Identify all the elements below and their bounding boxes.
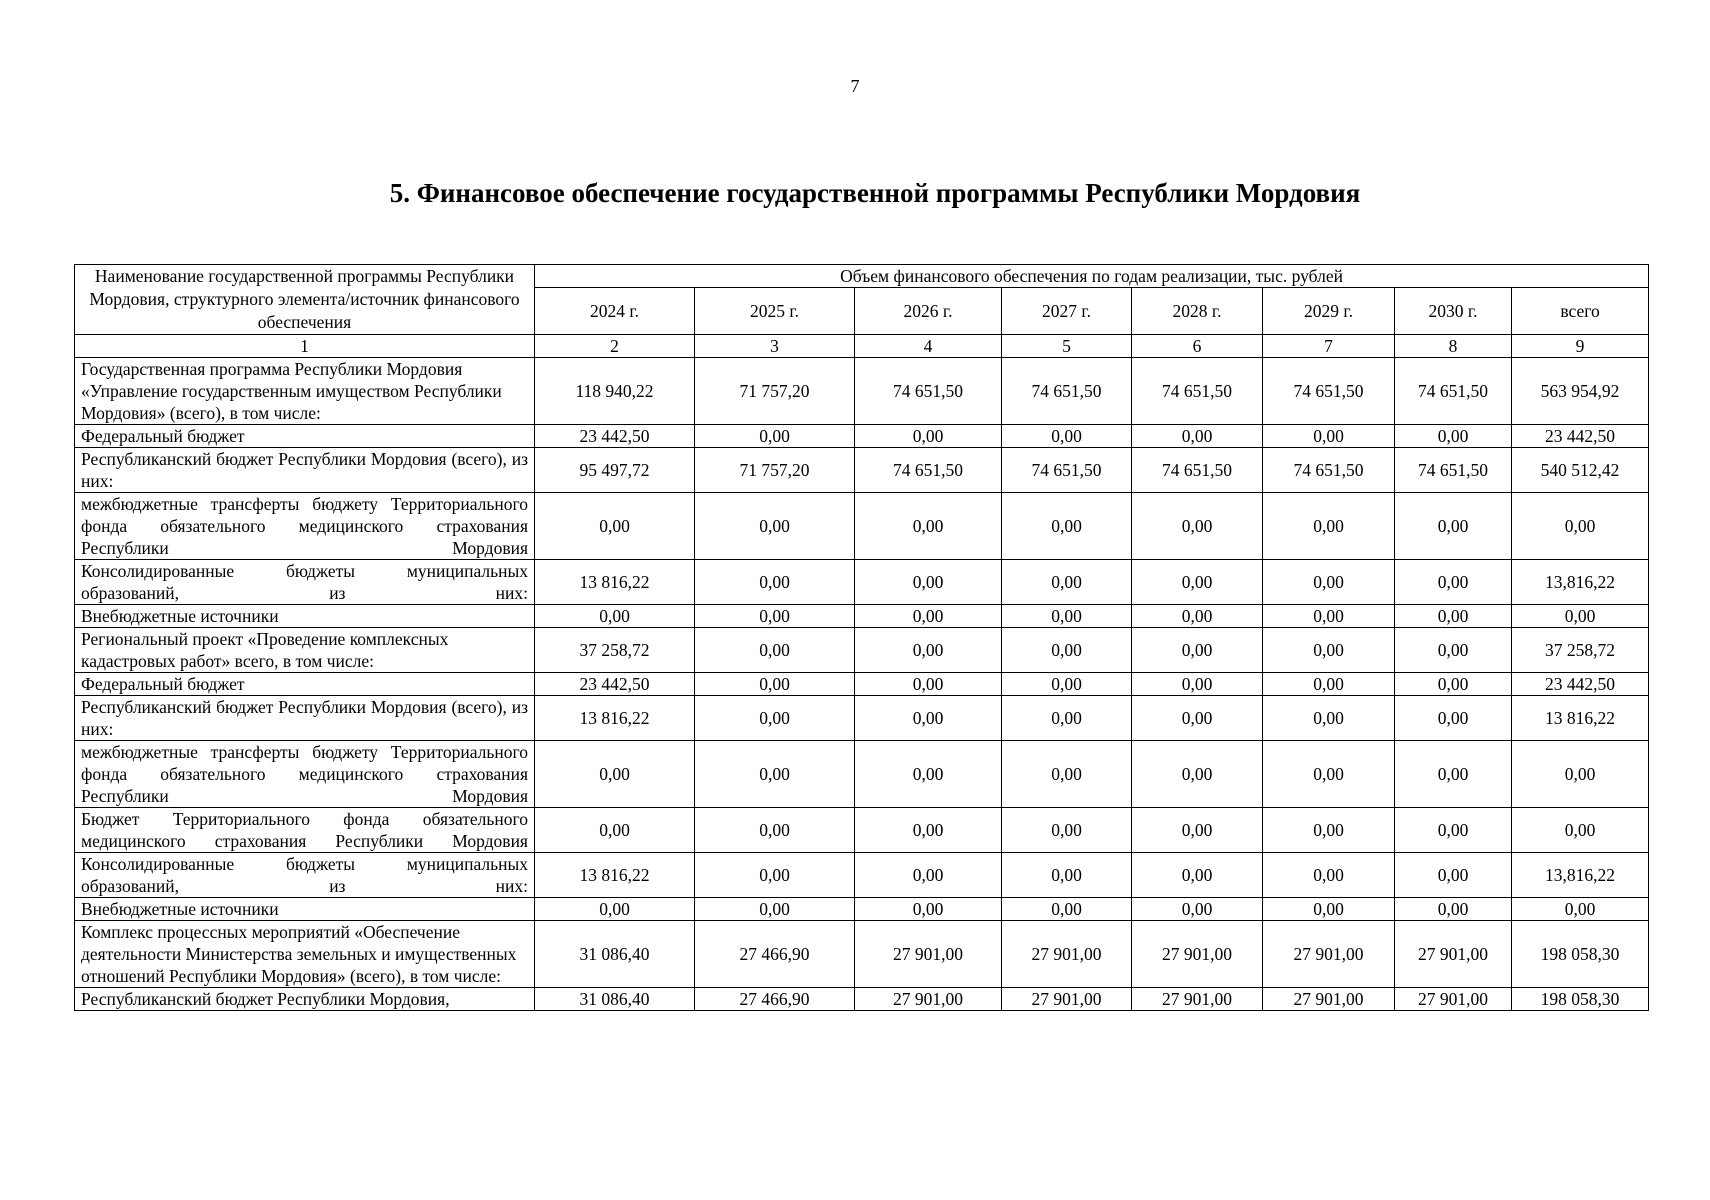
row-value: 0,00 [1263,425,1395,448]
row-value: 0,00 [1002,605,1132,628]
row-value: 0,00 [1263,853,1395,898]
row-value: 74 651,50 [855,358,1002,425]
row-value: 0,00 [1263,560,1395,605]
row-name: Республиканский бюджет Республики Мордовия (всего), из них: [75,696,535,741]
row-name: межбюджетные трансферты бюджету Территориального фонда обязательного медицинского страхования Республики Мордовия [75,493,535,560]
row-value: 0,00 [1395,808,1512,853]
row-value: 0,00 [1263,898,1395,921]
row-value: 13 816,22 [535,696,695,741]
table-row [75,673,1649,696]
column-number: 2 [535,335,695,358]
row-value: 0,00 [855,808,1002,853]
table-row [75,425,1649,448]
row-value: 0,00 [1002,808,1132,853]
row-value: 0,00 [1263,741,1395,808]
row-total: 37 258,72 [1512,628,1649,673]
column-number: 4 [855,335,1002,358]
row-value: 0,00 [1002,696,1132,741]
row-name: межбюджетные трансферты бюджету Территориального фонда обязательного медицинского страхования Республики Мордовия [75,741,535,808]
row-value: 27 901,00 [855,988,1002,1011]
table-body [75,358,1649,1011]
row-value: 27 901,00 [1263,921,1395,988]
year-header: 2027 г. [1002,288,1132,335]
row-value: 0,00 [695,853,855,898]
row-total: 198 058,30 [1512,988,1649,1011]
row-value: 0,00 [695,808,855,853]
row-name: Федеральный бюджет [75,425,535,448]
table-row [75,560,1649,605]
row-value: 13 816,22 [535,560,695,605]
row-value: 0,00 [855,605,1002,628]
row-total: 0,00 [1512,898,1649,921]
row-value: 31 086,40 [535,988,695,1011]
column-number: 7 [1263,335,1395,358]
table-row [75,921,1649,988]
row-value: 23 442,50 [535,673,695,696]
row-value: 0,00 [695,741,855,808]
table-row [75,853,1649,898]
row-value: 0,00 [695,425,855,448]
column-number-row [75,335,1649,358]
row-value: 0,00 [855,560,1002,605]
row-value: 74 651,50 [1132,358,1263,425]
row-name: Государственная программа Республики Мордовия «Управление государственным имуществом Республики Мордовия» (всего), в том числе: [75,358,535,425]
row-total: 23 442,50 [1512,673,1649,696]
row-value: 0,00 [1395,853,1512,898]
row-value: 0,00 [1132,808,1263,853]
table-row [75,628,1649,673]
financing-table [74,264,1649,1011]
row-value: 0,00 [535,741,695,808]
row-value: 74 651,50 [1395,358,1512,425]
row-value: 0,00 [1132,741,1263,808]
total-header: всего [1512,288,1649,335]
row-value: 0,00 [695,560,855,605]
row-value: 0,00 [535,605,695,628]
row-value: 0,00 [1002,493,1132,560]
row-value: 95 497,72 [535,448,695,493]
row-value: 0,00 [855,898,1002,921]
year-header: 2026 г. [855,288,1002,335]
table-row [75,988,1649,1011]
row-value: 0,00 [1263,696,1395,741]
row-total: 0,00 [1512,808,1649,853]
row-value: 0,00 [1132,605,1263,628]
row-value: 0,00 [1395,425,1512,448]
row-value: 74 651,50 [855,448,1002,493]
row-value: 0,00 [1395,560,1512,605]
row-total: 13,816,22 [1512,560,1649,605]
row-value: 0,00 [695,696,855,741]
row-value: 71 757,20 [695,358,855,425]
row-value: 0,00 [1395,741,1512,808]
header-row-group [75,265,1649,288]
row-value: 0,00 [1263,673,1395,696]
year-header: 2025 г. [695,288,855,335]
row-name: Региональный проект «Проведение комплексных кадастровых работ» всего, в том числе: [75,628,535,673]
row-value: 0,00 [855,493,1002,560]
row-value: 118 940,22 [535,358,695,425]
row-value: 74 651,50 [1263,358,1395,425]
row-value: 27 901,00 [1002,921,1132,988]
group-column-header: Объем финансового обеспечения по годам реализации, тыс. рублей [535,265,1649,288]
row-value: 0,00 [695,898,855,921]
row-name: Бюджет Территориального фонда обязательного медицинского страхования Республики Мордовия [75,808,535,853]
row-value: 27 901,00 [855,921,1002,988]
year-header: 2030 г. [1395,288,1512,335]
row-value: 0,00 [1395,493,1512,560]
column-number: 8 [1395,335,1512,358]
row-total: 0,00 [1512,741,1649,808]
year-header: 2024 г. [535,288,695,335]
column-number: 3 [695,335,855,358]
row-total: 13 816,22 [1512,696,1649,741]
name-column-header: Наименование государственной программы Республики Мордовия, структурного элемента/источник финансового обеспечения [75,265,535,335]
row-value: 0,00 [1002,673,1132,696]
column-number: 9 [1512,335,1649,358]
row-total: 0,00 [1512,493,1649,560]
row-name: Комплекс процессных мероприятий «Обеспечение деятельности Министерства земельных и имущественных отношений Республики Мордовия» (всего), в том числе: [75,921,535,988]
row-value: 0,00 [1395,605,1512,628]
row-value: 74 651,50 [1132,448,1263,493]
row-value: 0,00 [855,741,1002,808]
table-row [75,898,1649,921]
table-row [75,448,1649,493]
row-value: 0,00 [855,853,1002,898]
row-value: 0,00 [535,808,695,853]
row-value: 27 901,00 [1395,988,1512,1011]
row-value: 0,00 [1002,741,1132,808]
row-total: 13,816,22 [1512,853,1649,898]
row-value: 0,00 [1002,628,1132,673]
row-value: 0,00 [695,673,855,696]
row-value: 74 651,50 [1002,448,1132,493]
row-name: Консолидированные бюджеты муниципальных образований, из них: [75,560,535,605]
column-number: 5 [1002,335,1132,358]
row-value: 0,00 [1395,898,1512,921]
row-value: 0,00 [1263,628,1395,673]
row-value: 0,00 [695,628,855,673]
row-value: 0,00 [1395,628,1512,673]
row-value: 0,00 [1132,493,1263,560]
table-row [75,741,1649,808]
column-number: 6 [1132,335,1263,358]
row-value: 0,00 [1263,605,1395,628]
row-name: Федеральный бюджет [75,673,535,696]
row-value: 0,00 [1263,493,1395,560]
row-value: 27 466,90 [695,988,855,1011]
row-value: 0,00 [1263,808,1395,853]
row-name: Внебюджетные источники [75,605,535,628]
row-value: 0,00 [1395,673,1512,696]
row-value: 0,00 [1002,853,1132,898]
row-value: 0,00 [1132,898,1263,921]
row-total: 0,00 [1512,605,1649,628]
row-value: 74 651,50 [1263,448,1395,493]
row-value: 0,00 [1132,673,1263,696]
page-number: 7 [850,76,860,96]
table-row [75,696,1649,741]
row-value: 27 466,90 [695,921,855,988]
row-value: 0,00 [1002,560,1132,605]
row-value: 27 901,00 [1002,988,1132,1011]
row-value: 27 901,00 [1132,921,1263,988]
row-name: Республиканский бюджет Республики Мордовия (всего), из них: [75,448,535,493]
table-row [75,358,1649,425]
row-value: 27 901,00 [1132,988,1263,1011]
row-value: 0,00 [695,605,855,628]
row-value: 23 442,50 [535,425,695,448]
row-value: 37 258,72 [535,628,695,673]
row-value: 0,00 [1395,696,1512,741]
row-total: 23 442,50 [1512,425,1649,448]
row-value: 0,00 [855,696,1002,741]
row-value: 0,00 [855,673,1002,696]
row-value: 0,00 [535,493,695,560]
row-value: 71 757,20 [695,448,855,493]
row-name: Республиканский бюджет Республики Мордовия, [75,988,535,1011]
row-value: 0,00 [1132,696,1263,741]
row-value: 0,00 [695,493,855,560]
row-total: 540 512,42 [1512,448,1649,493]
row-value: 0,00 [1132,628,1263,673]
row-name: Внебюджетные источники [75,898,535,921]
section-heading: 5. Финансовое обеспечение государственной программы Республики Мордовия [389,178,1361,208]
row-value: 0,00 [1132,425,1263,448]
row-value: 0,00 [1132,853,1263,898]
row-value: 0,00 [855,425,1002,448]
row-name: Консолидированные бюджеты муниципальных образований, из них: [75,853,535,898]
row-total: 198 058,30 [1512,921,1649,988]
row-total: 563 954,92 [1512,358,1649,425]
table-row [75,605,1649,628]
year-header: 2029 г. [1263,288,1395,335]
table-row [75,493,1649,560]
row-value: 13 816,22 [535,853,695,898]
row-value: 0,00 [535,898,695,921]
column-number: 1 [75,335,535,358]
table-row [75,808,1649,853]
row-value: 0,00 [1002,898,1132,921]
row-value: 0,00 [855,628,1002,673]
row-value: 0,00 [1132,560,1263,605]
row-value: 74 651,50 [1002,358,1132,425]
row-value: 0,00 [1002,425,1132,448]
row-value: 31 086,40 [535,921,695,988]
row-value: 27 901,00 [1395,921,1512,988]
row-value: 74 651,50 [1395,448,1512,493]
row-value: 27 901,00 [1263,988,1395,1011]
year-header: 2028 г. [1132,288,1263,335]
